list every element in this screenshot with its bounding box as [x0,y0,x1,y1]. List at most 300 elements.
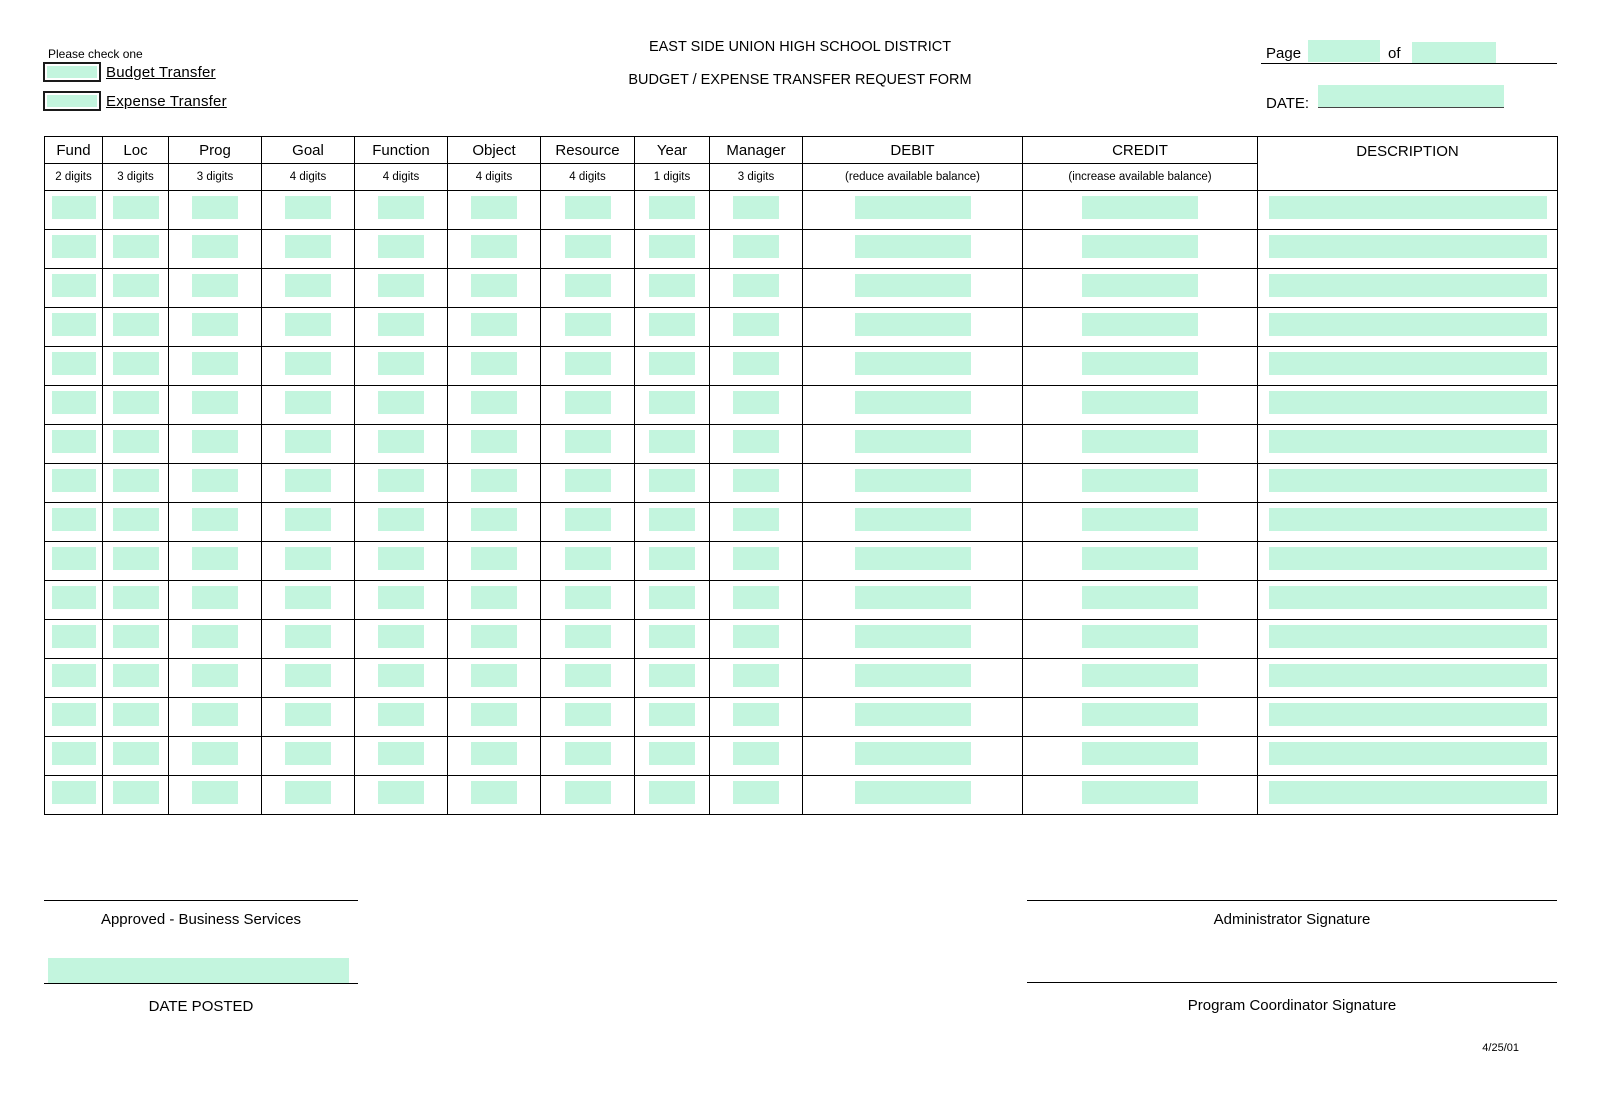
table-cell [541,620,635,659]
debit-input[interactable] [855,547,971,570]
debit-input[interactable] [855,508,971,531]
loc-input[interactable] [113,469,159,492]
resource-input[interactable] [565,703,611,726]
table-cell [45,581,103,620]
fund-input[interactable] [52,703,96,726]
fund-input[interactable] [52,664,96,687]
resource-input[interactable] [565,235,611,258]
table-cell [169,698,262,737]
manager-input[interactable] [733,274,779,297]
prog-input[interactable] [192,742,238,765]
object-input[interactable] [471,742,517,765]
coordinator-signature-line [1027,982,1557,983]
resource-input[interactable] [565,274,611,297]
table-cell [1258,737,1558,776]
table-cell [1258,230,1558,269]
table-cell [355,386,448,425]
object-input[interactable] [471,586,517,609]
loc-input[interactable] [113,274,159,297]
year-input[interactable] [649,508,695,531]
table-cell [45,308,103,347]
goal-input[interactable] [285,274,331,297]
resource-input[interactable] [565,625,611,648]
table-cell [169,308,262,347]
object-input[interactable] [471,274,517,297]
credit-input[interactable] [1082,586,1198,609]
transfer-table [44,136,1558,815]
prog-input[interactable] [192,703,238,726]
fund-input[interactable] [52,313,96,336]
prog-input[interactable] [192,391,238,414]
function-input[interactable] [378,391,424,414]
function-input[interactable] [378,703,424,726]
description-input[interactable] [1269,781,1547,804]
function-input[interactable] [378,235,424,258]
column-header-goal: Goal [262,137,355,164]
fund-input[interactable] [52,547,96,570]
table-cell [541,542,635,581]
debit-input[interactable] [855,781,971,804]
table-cell [1258,776,1558,815]
debit-input[interactable] [855,391,971,414]
prog-input[interactable] [192,469,238,492]
debit-input[interactable] [855,742,971,765]
manager-input[interactable] [733,664,779,687]
object-input[interactable] [471,469,517,492]
year-input[interactable] [649,547,695,570]
debit-input[interactable] [855,703,971,726]
table-cell [710,269,803,308]
table-cell [710,659,803,698]
table-cell [635,503,710,542]
year-input[interactable] [649,352,695,375]
table-row [45,581,1558,620]
year-input[interactable] [649,664,695,687]
year-input[interactable] [649,196,695,219]
description-input[interactable] [1269,352,1547,375]
page-total-field[interactable] [1412,42,1496,63]
table-row [45,308,1558,347]
debit-input[interactable] [855,352,971,375]
object-input[interactable] [471,391,517,414]
credit-input[interactable] [1082,274,1198,297]
table-cell [710,503,803,542]
table-cell [541,503,635,542]
table-cell [803,737,1023,776]
credit-input[interactable] [1082,391,1198,414]
prog-input[interactable] [192,274,238,297]
table-cell [1258,659,1558,698]
description-input[interactable] [1269,235,1547,258]
table-cell [635,269,710,308]
manager-input[interactable] [733,430,779,453]
year-input[interactable] [649,391,695,414]
table-cell [355,425,448,464]
function-input[interactable] [378,196,424,219]
table-cell [635,386,710,425]
description-input[interactable] [1269,391,1547,414]
year-input[interactable] [649,430,695,453]
table-cell [1023,269,1258,308]
goal-input[interactable] [285,196,331,219]
object-input[interactable] [471,352,517,375]
table-cell [803,698,1023,737]
loc-input[interactable] [113,547,159,570]
credit-input[interactable] [1082,547,1198,570]
table-cell [1258,503,1558,542]
goal-input[interactable] [285,469,331,492]
loc-input[interactable] [113,430,159,453]
credit-input[interactable] [1082,508,1198,531]
table-cell [541,581,635,620]
table-cell [710,308,803,347]
column-header-debit: DEBIT [803,137,1023,164]
manager-input[interactable] [733,742,779,765]
loc-input[interactable] [113,196,159,219]
goal-input[interactable] [285,430,331,453]
object-input[interactable] [471,547,517,570]
resource-input[interactable] [565,547,611,570]
table-cell [103,503,169,542]
description-input[interactable] [1269,742,1547,765]
table-cell [1258,698,1558,737]
loc-input[interactable] [113,235,159,258]
page-underline [1261,63,1557,64]
goal-input[interactable] [285,664,331,687]
resource-input[interactable] [565,781,611,804]
debit-input[interactable] [855,664,971,687]
manager-input[interactable] [733,781,779,804]
table-cell [262,425,355,464]
goal-input[interactable] [285,703,331,726]
table-cell [169,581,262,620]
fund-input[interactable] [52,235,96,258]
goal-input[interactable] [285,625,331,648]
column-header-row [45,137,1558,164]
debit-input[interactable] [855,196,971,219]
table-cell [448,620,541,659]
table-row [45,347,1558,386]
table-cell [448,191,541,230]
table-row [45,230,1558,269]
description-input[interactable] [1269,469,1547,492]
prog-input[interactable] [192,664,238,687]
table-cell [803,191,1023,230]
manager-input[interactable] [733,391,779,414]
description-input[interactable] [1269,508,1547,531]
debit-input[interactable] [855,235,971,258]
credit-input[interactable] [1082,664,1198,687]
expense-transfer-checkbox[interactable] [43,91,101,111]
prog-input[interactable] [192,313,238,336]
object-input[interactable] [471,664,517,687]
credit-input[interactable] [1082,352,1198,375]
credit-input[interactable] [1082,313,1198,336]
debit-input[interactable] [855,274,971,297]
goal-input[interactable] [285,235,331,258]
description-input[interactable] [1269,313,1547,336]
fund-input[interactable] [52,274,96,297]
table-cell [103,191,169,230]
manager-input[interactable] [733,352,779,375]
resource-input[interactable] [565,508,611,531]
table-cell [45,737,103,776]
fund-input[interactable] [52,196,96,219]
table-cell [635,191,710,230]
credit-input[interactable] [1082,430,1198,453]
goal-input[interactable] [285,352,331,375]
column-header-function: Function [355,137,448,164]
function-input[interactable] [378,781,424,804]
table-cell [448,347,541,386]
manager-input[interactable] [733,469,779,492]
description-input[interactable] [1269,625,1547,648]
form-version: 4/25/01 [1482,1042,1519,1054]
resource-input[interactable] [565,196,611,219]
table-cell [103,698,169,737]
object-input[interactable] [471,625,517,648]
table-cell [803,503,1023,542]
year-input[interactable] [649,781,695,804]
fund-input[interactable] [52,508,96,531]
function-input[interactable] [378,742,424,765]
year-input[interactable] [649,625,695,648]
credit-input[interactable] [1082,742,1198,765]
table-cell [541,191,635,230]
resource-input[interactable] [565,586,611,609]
year-input[interactable] [649,703,695,726]
table-row [45,698,1558,737]
date-field[interactable] [1318,85,1504,108]
table-cell [541,659,635,698]
loc-input[interactable] [113,352,159,375]
manager-input[interactable] [733,235,779,258]
fund-input[interactable] [52,469,96,492]
object-input[interactable] [471,430,517,453]
admin-signature-line [1027,900,1557,901]
year-input[interactable] [649,313,695,336]
resource-input[interactable] [565,313,611,336]
fund-input[interactable] [52,781,96,804]
function-input[interactable] [378,625,424,648]
loc-input[interactable] [113,703,159,726]
table-cell [169,776,262,815]
table-cell [355,191,448,230]
resource-input[interactable] [565,391,611,414]
goal-input[interactable] [285,586,331,609]
table-cell [541,230,635,269]
description-input[interactable] [1269,664,1547,687]
resource-input[interactable] [565,664,611,687]
page-number-field[interactable] [1308,40,1380,62]
table-cell [355,542,448,581]
prog-input[interactable] [192,196,238,219]
column-digits-resource: 4 digits [541,164,635,191]
goal-input[interactable] [285,547,331,570]
year-input[interactable] [649,742,695,765]
table-row [45,620,1558,659]
prog-input[interactable] [192,625,238,648]
table-cell [1023,776,1258,815]
table-cell [103,659,169,698]
debit-input[interactable] [855,469,971,492]
table-cell [262,776,355,815]
function-input[interactable] [378,313,424,336]
description-input[interactable] [1269,430,1547,453]
debit-input[interactable] [855,625,971,648]
table-cell [45,620,103,659]
resource-input[interactable] [565,742,611,765]
object-input[interactable] [471,235,517,258]
table-cell [1258,269,1558,308]
description-input[interactable] [1269,547,1547,570]
function-input[interactable] [378,430,424,453]
description-input[interactable] [1269,274,1547,297]
function-input[interactable] [378,352,424,375]
fund-input[interactable] [52,352,96,375]
loc-input[interactable] [113,742,159,765]
table-row [45,503,1558,542]
table-cell [710,191,803,230]
loc-input[interactable] [113,625,159,648]
prog-input[interactable] [192,235,238,258]
credit-input[interactable] [1082,781,1198,804]
function-input[interactable] [378,547,424,570]
year-input[interactable] [649,274,695,297]
credit-input[interactable] [1082,625,1198,648]
fund-input[interactable] [52,742,96,765]
table-row [45,269,1558,308]
fund-input[interactable] [52,430,96,453]
function-input[interactable] [378,469,424,492]
description-input[interactable] [1269,586,1547,609]
function-input[interactable] [378,274,424,297]
table-cell [448,581,541,620]
object-input[interactable] [471,508,517,531]
table-cell [1023,542,1258,581]
debit-input[interactable] [855,430,971,453]
year-input[interactable] [649,235,695,258]
object-input[interactable] [471,781,517,804]
table-cell [635,581,710,620]
loc-input[interactable] [113,508,159,531]
function-input[interactable] [378,664,424,687]
prog-input[interactable] [192,430,238,453]
loc-input[interactable] [113,313,159,336]
table-cell [710,464,803,503]
page-label: Page [1266,45,1302,62]
table-cell [103,581,169,620]
table-cell [541,698,635,737]
credit-input[interactable] [1082,703,1198,726]
table-cell [635,620,710,659]
function-input[interactable] [378,586,424,609]
object-input[interactable] [471,703,517,726]
table-cell [448,464,541,503]
table-cell [448,425,541,464]
manager-input[interactable] [733,508,779,531]
prog-input[interactable] [192,547,238,570]
date-posted-field[interactable] [48,958,349,983]
table-cell [635,776,710,815]
loc-input[interactable] [113,391,159,414]
fund-input[interactable] [52,625,96,648]
credit-input[interactable] [1082,469,1198,492]
debit-input[interactable] [855,586,971,609]
fund-input[interactable] [52,586,96,609]
manager-input[interactable] [733,703,779,726]
table-cell [169,347,262,386]
object-input[interactable] [471,196,517,219]
manager-input[interactable] [733,313,779,336]
goal-input[interactable] [285,391,331,414]
table-cell [169,737,262,776]
resource-input[interactable] [565,469,611,492]
budget-transfer-checkbox[interactable] [43,62,101,82]
table-cell [355,698,448,737]
table-cell [103,269,169,308]
function-input[interactable] [378,508,424,531]
loc-input[interactable] [113,781,159,804]
manager-input[interactable] [733,196,779,219]
loc-input[interactable] [113,664,159,687]
fund-input[interactable] [52,391,96,414]
table-cell [635,464,710,503]
table-cell [448,503,541,542]
prog-input[interactable] [192,781,238,804]
table-cell [262,503,355,542]
goal-input[interactable] [285,508,331,531]
table-cell [1258,425,1558,464]
debit-input[interactable] [855,313,971,336]
table-cell [1258,386,1558,425]
table-cell [45,464,103,503]
year-input[interactable] [649,469,695,492]
table-cell [635,308,710,347]
object-input[interactable] [471,313,517,336]
table-cell [448,308,541,347]
table-cell [541,269,635,308]
prog-input[interactable] [192,352,238,375]
table-cell [45,347,103,386]
manager-input[interactable] [733,547,779,570]
admin-signature-label: Administrator Signature [1213,911,1371,928]
table-cell [541,308,635,347]
goal-input[interactable] [285,313,331,336]
table-cell [355,230,448,269]
credit-input[interactable] [1082,235,1198,258]
loc-input[interactable] [113,586,159,609]
goal-input[interactable] [285,742,331,765]
goal-input[interactable] [285,781,331,804]
table-cell [1258,620,1558,659]
table-cell [262,698,355,737]
prog-input[interactable] [192,586,238,609]
resource-input[interactable] [565,430,611,453]
credit-input[interactable] [1082,196,1198,219]
description-input[interactable] [1269,703,1547,726]
table-cell [45,776,103,815]
resource-input[interactable] [565,352,611,375]
manager-input[interactable] [733,586,779,609]
table-cell [103,230,169,269]
manager-input[interactable] [733,625,779,648]
table-cell [710,230,803,269]
prog-input[interactable] [192,508,238,531]
description-input[interactable] [1269,196,1547,219]
table-cell [262,191,355,230]
year-input[interactable] [649,586,695,609]
